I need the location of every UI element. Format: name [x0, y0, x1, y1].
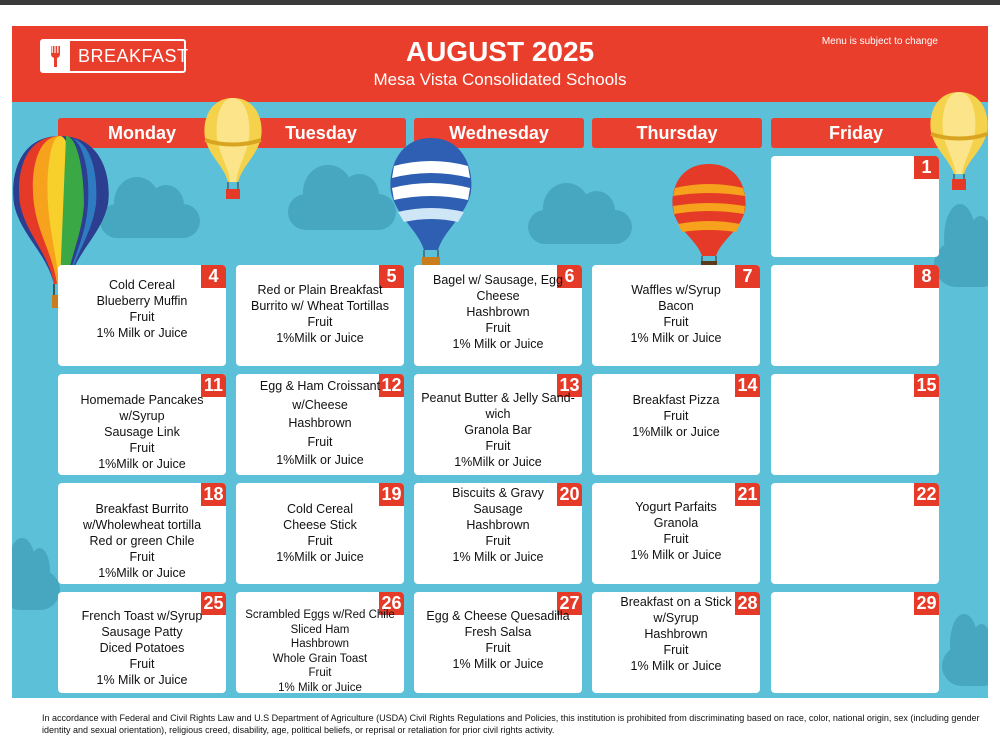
menu-item: Hashbrown	[290, 638, 350, 651]
menu-item: 1% Milk or Juice	[278, 681, 362, 693]
hot-air-balloon-icon	[202, 96, 264, 201]
menu-item: Fruit	[485, 641, 511, 655]
menu-item: 1%Milk or Juice	[98, 566, 186, 580]
page-title: AUGUST 2025	[405, 36, 595, 67]
menu-item: Cheese Stick	[283, 518, 357, 532]
menu-item: Diced Potatoes	[99, 641, 185, 655]
menu-item: 1% Milk or Juice	[96, 673, 188, 687]
menu-items	[236, 608, 404, 693]
menu-item: 1% Milk or Juice	[630, 548, 722, 562]
header-banner	[12, 26, 988, 102]
menu-item: Fruit	[663, 409, 689, 423]
menu-item: Fruit	[308, 667, 332, 680]
menu-item: Fresh Salsa	[464, 625, 532, 639]
menu-item: Hashbrown	[288, 416, 352, 430]
menu-item: 1%Milk or Juice	[276, 331, 364, 345]
menu-item: 1%Milk or Juice	[632, 425, 720, 439]
menu-item: French Toast w/Syrup	[81, 609, 203, 623]
date-badge: 25	[201, 592, 226, 615]
menu-item: Fruit	[663, 532, 689, 546]
menu-item: Fruit	[129, 550, 155, 564]
day-cell	[236, 483, 404, 584]
menu-items	[414, 272, 582, 352]
menu-item: Fruit	[129, 441, 155, 455]
cloud-icon	[528, 210, 632, 244]
menu-item: Yogurt Parfaits	[635, 500, 717, 514]
menu-item: Cold Cereal	[108, 278, 175, 292]
menu-items	[236, 501, 404, 565]
menu-item: Fruit	[663, 643, 689, 657]
menu-items	[58, 277, 226, 341]
cloud-icon	[12, 570, 60, 610]
date-badge: 14	[735, 374, 760, 397]
menu-item: Waffles w/Syrup	[631, 283, 721, 297]
menu-item: Fruit	[307, 534, 333, 548]
day-cell	[236, 592, 404, 693]
menu-item: Hashbrown	[466, 305, 530, 319]
day-cell	[592, 374, 760, 475]
menu-item: 1% Milk or Juice	[630, 331, 722, 345]
day-cell	[592, 592, 760, 693]
day-cell	[58, 265, 226, 366]
menu-item: Scrambled Eggs w/Red Chile	[245, 609, 395, 621]
day-cell	[58, 374, 226, 475]
menu-items	[592, 499, 760, 563]
nondiscrimination-statement: In accordance with Federal and Civil Rights Law and U.S Department of Agriculture (USDA) Civil Rights Regulations and Policies, this institution is prohibited from discriminating based on race, color, national origin, sex (including gender identity and sexual orientation), religious creed, disability, age, political beliefs, or reprisal or retaliation for prior civil rights activity.	[42, 713, 980, 735]
date-badge: 29	[914, 592, 939, 615]
date-badge: 11	[201, 374, 226, 397]
day-header-wednesday: Wednesday	[414, 118, 584, 148]
menu-item: Breakfast on a Stick	[620, 595, 732, 609]
menu-change-notice: Menu is subject to change	[821, 36, 938, 47]
menu-item: Sliced Ham	[290, 623, 350, 636]
day-cell	[58, 483, 226, 584]
menu-items	[414, 390, 582, 470]
menu-item: Cheese	[476, 289, 520, 303]
menu-item: 1% Milk or Juice	[96, 326, 188, 340]
menu-item: Granola	[653, 516, 699, 530]
menu-item: Sausage Link	[104, 425, 180, 439]
date-badge: 6	[557, 265, 582, 288]
menu-items	[58, 501, 226, 581]
menu-item: Bagel w/ Sausage, Egg	[433, 273, 563, 287]
cloud-icon	[934, 241, 988, 287]
cloud-icon	[942, 646, 988, 686]
day-cell	[771, 156, 939, 257]
cloud-icon	[288, 194, 396, 230]
menu-item: wich	[485, 407, 511, 421]
menu-item: Fruit	[485, 439, 511, 453]
menu-item: 1% Milk or Juice	[452, 657, 544, 671]
day-cell	[236, 265, 404, 366]
menu-item: Breakfast Burrito	[95, 502, 189, 516]
menu-item: w/Syrup	[653, 611, 699, 625]
menu-item: 1% Milk or Juice	[452, 337, 544, 351]
date-badge: 1	[914, 156, 939, 179]
date-badge: 4	[201, 265, 226, 288]
date-badge: 8	[914, 265, 939, 288]
menu-item: Hashbrown	[644, 627, 708, 641]
date-badge: 21	[735, 483, 760, 506]
day-cell	[592, 265, 760, 366]
day-cell	[414, 483, 582, 584]
menu-items	[592, 282, 760, 346]
day-header-tuesday: Tuesday	[236, 118, 406, 148]
menu-item: Biscuits & Gravy	[452, 486, 544, 500]
menu-items	[236, 377, 404, 470]
menu-item: 1% Milk or Juice	[630, 659, 722, 673]
district-subtitle: Mesa Vista Consolidated Schools	[373, 70, 627, 89]
day-header-monday: Monday	[58, 118, 226, 148]
menu-item: Fruit	[485, 534, 511, 548]
day-cell	[771, 265, 939, 366]
date-badge: 26	[379, 592, 404, 615]
day-cell	[771, 592, 939, 693]
date-badge: 18	[201, 483, 226, 506]
day-header-thursday: Thursday	[592, 118, 762, 148]
menu-item: 1%Milk or Juice	[454, 455, 542, 469]
day-cell	[58, 592, 226, 693]
logo-label: BREAKFAST	[78, 46, 189, 66]
menu-item: Fruit	[485, 321, 511, 335]
menu-item: Burrito w/ Wheat Tortillas	[250, 299, 389, 313]
menu-item: Red or Plain Breakfast	[257, 283, 383, 297]
menu-sheet	[12, 26, 988, 698]
day-cell	[771, 374, 939, 475]
date-badge: 5	[379, 265, 404, 288]
date-badge: 15	[914, 374, 939, 397]
day-cell	[771, 483, 939, 584]
date-badge: 20	[557, 483, 582, 506]
menu-item: Egg & Cheese Quesadilla	[426, 609, 570, 623]
menu-item: Homemade Pancakes	[80, 393, 204, 407]
menu-item: Peanut Butter & Jelly Sand-	[421, 391, 575, 405]
menu-items	[58, 608, 226, 688]
menu-item: Hashbrown	[466, 518, 530, 532]
menu-item: Red or green Chile	[89, 534, 195, 548]
menu-item: Cold Cereal	[286, 502, 353, 516]
cloud-icon	[100, 204, 200, 238]
top-border	[0, 0, 1000, 5]
menu-item: Breakfast Pizza	[632, 393, 720, 407]
menu-items	[236, 282, 404, 346]
date-badge: 27	[557, 592, 582, 615]
menu-items	[58, 392, 226, 472]
menu-item: Whole Grain Toast	[272, 652, 368, 665]
hot-air-balloon-icon	[670, 162, 748, 274]
day-cell	[592, 483, 760, 584]
menu-item: w/Wholewheat tortilla	[82, 518, 202, 532]
menu-items	[414, 608, 582, 672]
menu-item: Fruit	[129, 310, 155, 324]
day-cell	[236, 374, 404, 475]
menu-item: Fruit	[307, 315, 333, 329]
menu-item: Sausage	[473, 502, 523, 516]
date-badge: 13	[557, 374, 582, 397]
menu-item: Blueberry Muffin	[96, 294, 188, 308]
date-badge: 12	[379, 374, 404, 397]
day-cell	[414, 592, 582, 693]
menu-item: 1% Milk or Juice	[452, 550, 544, 564]
menu-item: Fruit	[307, 434, 333, 449]
menu-items	[592, 594, 760, 674]
date-badge: 22	[914, 483, 939, 506]
menu-item: Bacon	[658, 299, 694, 313]
menu-item: 1%Milk or Juice	[276, 550, 364, 564]
date-badge: 19	[379, 483, 404, 506]
day-cell	[414, 374, 582, 475]
menu-items	[592, 392, 760, 440]
day-header-friday: Friday	[771, 118, 941, 148]
menu-item: Fruit	[129, 657, 155, 671]
menu-items	[414, 485, 582, 565]
date-badge: 7	[735, 265, 760, 288]
date-badge: 28	[735, 592, 760, 615]
day-cell	[414, 265, 582, 366]
menu-item: w/Cheese	[292, 397, 348, 412]
menu-item: w/Syrup	[119, 409, 165, 423]
menu-item: Granola Bar	[464, 423, 532, 437]
menu-item: Fruit	[663, 315, 689, 329]
menu-item: Egg & Ham Croissant	[259, 379, 381, 393]
menu-item: 1%Milk or Juice	[276, 453, 364, 467]
menu-item: Sausage Patty	[101, 625, 183, 639]
hot-air-balloon-icon	[388, 136, 474, 271]
menu-item: 1%Milk or Juice	[98, 457, 186, 471]
